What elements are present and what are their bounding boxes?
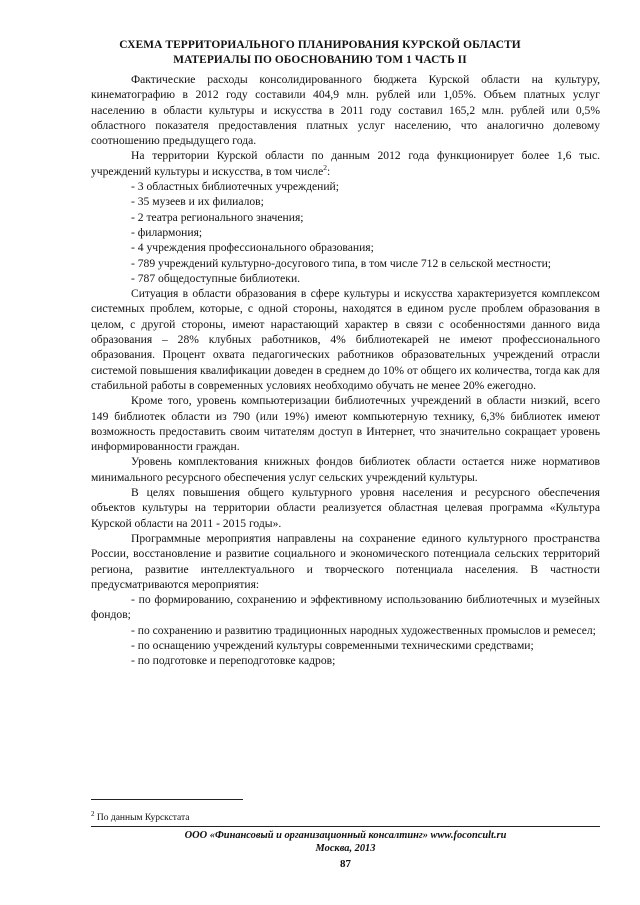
list-item: - по оснащению учреждений культуры современными техническими средствами;	[131, 638, 534, 652]
list-item: - по подготовке и переподготовке кадров;	[131, 654, 336, 668]
paragraph-measures: Программные мероприятия направлены на сохранение единого культурного пространства России, восстановление и развитие социального и экономического потенциала сельских территорий региона, развитие интеллектуального и творческого потенциала населения. В частности предусматриваются мероприятия:	[91, 531, 600, 591]
paragraph-program: В целях повышения общего культурного уровня населения и ресурсного обеспечения объектов культуры на территории области реализуется областная целевая программа «Культура Курской области на 2011 - 2015 годы».	[91, 486, 600, 530]
footnote	[91, 808, 190, 824]
list-item: - 787 общедоступные библиотеки.	[131, 271, 301, 285]
list-item: - 789 учреждений культурно-досугового типа, в том числе 712 в сельской местности;	[131, 256, 552, 270]
list-item: - 3 областных библиотечных учреждений;	[131, 180, 339, 194]
footer-company	[91, 829, 600, 855]
footer-city-year: Москва, 2013	[315, 843, 376, 854]
paragraph-computerization: Кроме того, уровень компьютеризации библиотечных учреждений в области низкий, всего 149 библиотек области из 790 (или 19%) имеют компьютерную технику, 6,3% библиотек имеют возможность предоставить своим читателям доступ в Интернет, что значительно сокращает уровень информированности граждан.	[91, 394, 600, 454]
document-body	[91, 72, 600, 669]
paragraph-book-funds: Уровень комплектования книжных фондов библиотек области остается ниже нормативов минимального ресурсного обеспечения услуг сельских учреждений культуры.	[91, 455, 600, 484]
paragraph-institutions-colon: :	[327, 164, 331, 178]
footnote-marker: 2	[91, 810, 95, 818]
list-item: - филармония;	[131, 225, 203, 239]
document-header	[60, 38, 580, 67]
list-item: - по сохранению и развитию традиционных народных художественных промыслов и ремесел;	[131, 623, 596, 637]
footer-divider	[91, 826, 600, 827]
header-title-line1: СХЕМА ТЕРРИТОРИАЛЬНОГО ПЛАНИРОВАНИЯ КУРСКОЙ ОБЛАСТИ	[119, 39, 521, 51]
list-item: - по формированию, сохранению и эффективному использованию библиотечных и музейных фондов;	[91, 593, 600, 622]
footnote-divider	[91, 799, 243, 800]
paragraph-institutions-text: На территории Курской области по данным 2012 года функционирует более 1,6 тыс. учреждений культуры и искусства, в том числе	[91, 149, 600, 178]
paragraph-education: Ситуация в области образования в сфере культуры и искусства характеризуется комплексом системных проблем, которые, с одной стороны, находятся в едином русле проблем образования в целом, с другой стороны, имеют нарастающий характер в связи с особенностями данного вида образования – 28% клубных работников, 4% библиотекарей не имеют профессионального образования. Процент охвата педагогических работников образовательных учреждений отрасли системой повышения квалификации доведен в среднем до 10% от общего их количества, тогда как для стабильной работы в современных условиях необходимо обучать не менее 20% ежегодно.	[91, 287, 600, 392]
paragraph-institutions	[91, 148, 600, 179]
footnote-ref[interactable]: 2	[323, 162, 328, 172]
list-item: - 35 музеев и их филиалов;	[131, 195, 264, 209]
page-number: 87	[340, 858, 351, 870]
list-item: - 2 театра регионального значения;	[131, 210, 304, 224]
footer-company-name: ООО «Финансовый и организационный консалтинг» www.foconcult.ru	[184, 830, 507, 841]
footnote-text: По данным Курскстата	[94, 813, 190, 824]
paragraph-budget: Фактические расходы консолидированного бюджета Курской области на культуру, кинематографию в 2012 году составили 404,9 млн. рублей или 1,05%. Объем платных услуг населению в области культуры и искусства в 2011 году составил 165,2 млн. рублей или 0,5% областного показателя предоставления платных услуг населению, что аналогично долевому соотношению предыдущего года.	[91, 73, 600, 148]
header-title-line2: МАТЕРИАЛЫ ПО ОБОСНОВАНИЮ ТОМ 1 ЧАСТЬ II	[173, 53, 467, 66]
list-item: - 4 учреждения профессионального образования;	[131, 241, 374, 255]
